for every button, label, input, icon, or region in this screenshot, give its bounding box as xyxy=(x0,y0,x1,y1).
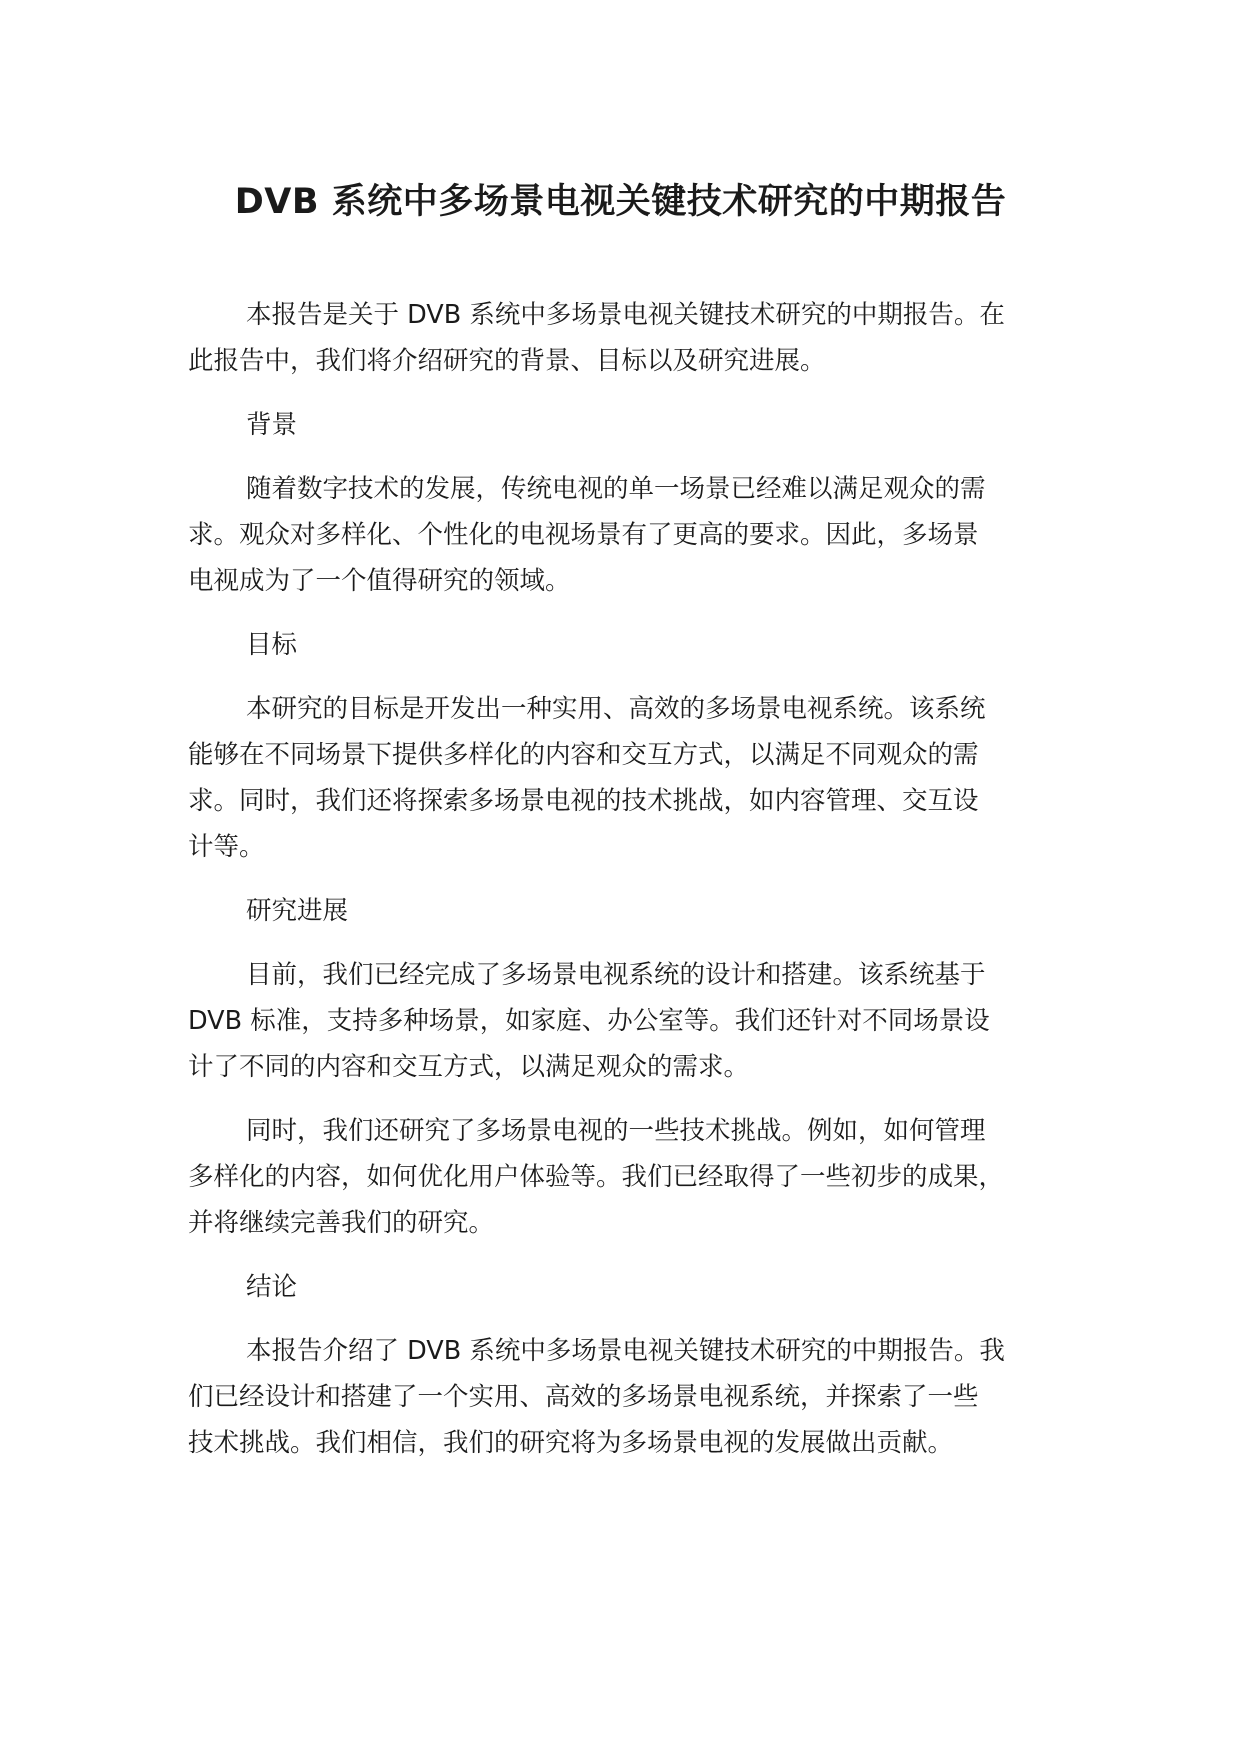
section-paragraph: 随着数字技术的发展，传统电视的单一场景已经难以满足观众的需 求。观众对多样化、个性化的电视场景有了更高的要求。因此，多场景 电视成为了一个值得研究的领域。 xyxy=(188,474,986,596)
section-paragraph: 同时，我们还研究了多场景电视的一些技术挑战。例如，如何管理 多样化的内容，如何优化用户体验等。我们已经取得了一些初步的成果， 并将继续完善我们的研究。 xyxy=(188,1116,1005,1238)
section-paragraph: 本报告介绍了 DVB 系统中多场景电视关键技术研究的中期报告。我 们已经设计和搭建了一个实用、高效的多场景电视系统，并探索了一些 技术挑战。我们相信，我们的研究将为多场景电视的发展做出贡献。 xyxy=(188,1336,1005,1458)
intro-paragraph: 本报告是关于 DVB 系统中多场景电视关键技术研究的中期报告。在 此报告中，我们将介绍研究的背景、目标以及研究进展。 xyxy=(188,300,1005,376)
section-progress xyxy=(188,888,1088,1246)
section-paragraph: 本研究的目标是开发出一种实用、高效的多场景电视系统。该系统 能够在不同场景下提供多样化的内容和交互方式，以满足不同观众的需 求。同时，我们还将探索多场景电视的技术挑战，如内容管理、交互设 计等。 xyxy=(188,694,986,862)
document-title: DVB 系统中多场景电视关键技术研究的中期报告 xyxy=(234,182,1007,222)
section-background xyxy=(188,402,1088,604)
section-conclusion xyxy=(188,1264,1088,1466)
section-heading: 目标 xyxy=(246,630,298,660)
section-heading: 背景 xyxy=(246,410,298,440)
section-heading: 研究进展 xyxy=(246,896,349,926)
section-paragraph: 目前，我们已经完成了多场景电视系统的设计和搭建。该系统基于 DVB 标准，支持多种场景，如家庭、办公室等。我们还针对不同场景设 计了不同的内容和交互方式，以满足观众的需求。 xyxy=(188,960,990,1082)
document-body xyxy=(188,292,1088,1484)
section-heading: 结论 xyxy=(246,1272,298,1302)
section-goal xyxy=(188,622,1088,870)
